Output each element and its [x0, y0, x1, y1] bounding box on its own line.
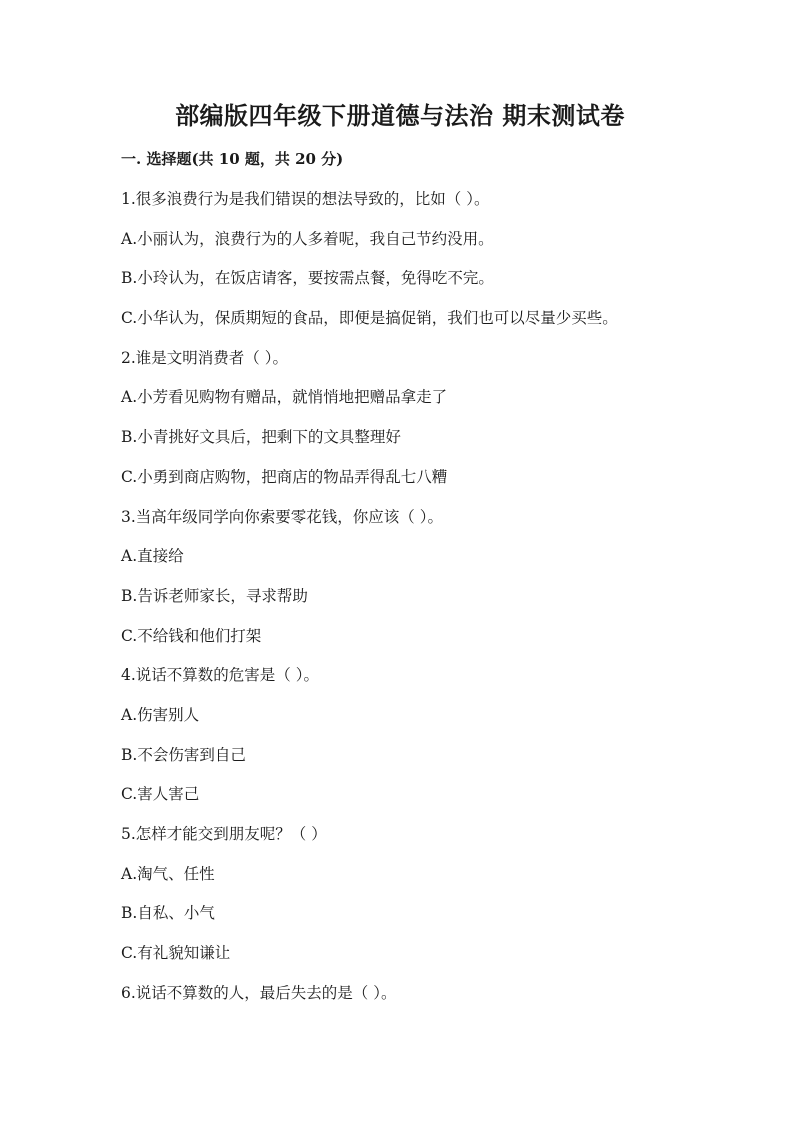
section-heading: 一. 选择题(共 10 题，共 20 分) [121, 150, 344, 168]
question-2-option-b: B.小青挑好文具后，把剩下的文具整理好 [121, 428, 401, 447]
question-5-option-b: B.自私、小气 [121, 904, 215, 923]
question-2: 2.谁是文明消费者（ ）。 [121, 348, 288, 367]
question-3-option-a: A.直接给 [121, 547, 184, 566]
question-4-option-a: A.伤害别人 [121, 705, 200, 724]
question-2-option-a: A.小芳看见购物有赠品，就悄悄地把赠品拿走了 [121, 388, 448, 407]
question-1: 1.很多浪费行为是我们错误的想法导致的，比如（ ）。 [121, 190, 490, 208]
question-3-option-b: B.告诉老师家长，寻求帮助 [121, 586, 308, 605]
question-3: 3.当高年级同学向你索要零花钱，你应该（ ）。 [121, 507, 443, 526]
question-6: 6.说话不算数的人，最后失去的是（ ）。 [121, 983, 397, 1002]
page-title: 部编版四年级下册道德与法治 期末测试卷 [175, 101, 625, 130]
question-3-option-c: C.不给钱和他们打架 [121, 626, 262, 645]
question-4-option-c: C.害人害己 [121, 785, 200, 804]
question-5: 5.怎样才能交到朋友呢？（ ） [121, 825, 327, 843]
question-4: 4.说话不算数的危害是（ ）。 [121, 666, 319, 685]
question-2-option-c: C.小勇到商店购物，把商店的物品弄得乱七八糟 [121, 467, 448, 486]
question-1-option-b: B.小玲认为，在饭店请客，要按需点餐，免得吃不完。 [121, 269, 494, 288]
question-5-option-a: A.淘气、任性 [121, 864, 215, 883]
question-5-option-c: C.有礼貌知谦让 [121, 944, 231, 963]
question-1-option-a: A.小丽认为，浪费行为的人多着呢，我自己节约没用。 [121, 229, 494, 248]
question-1-option-c: C.小华认为，保质期短的食品，即便是搞促销，我们也可以尽量少买些。 [121, 309, 618, 328]
question-4-option-b: B.不会伤害到自己 [121, 745, 246, 764]
question-list [121, 184, 761, 1017]
